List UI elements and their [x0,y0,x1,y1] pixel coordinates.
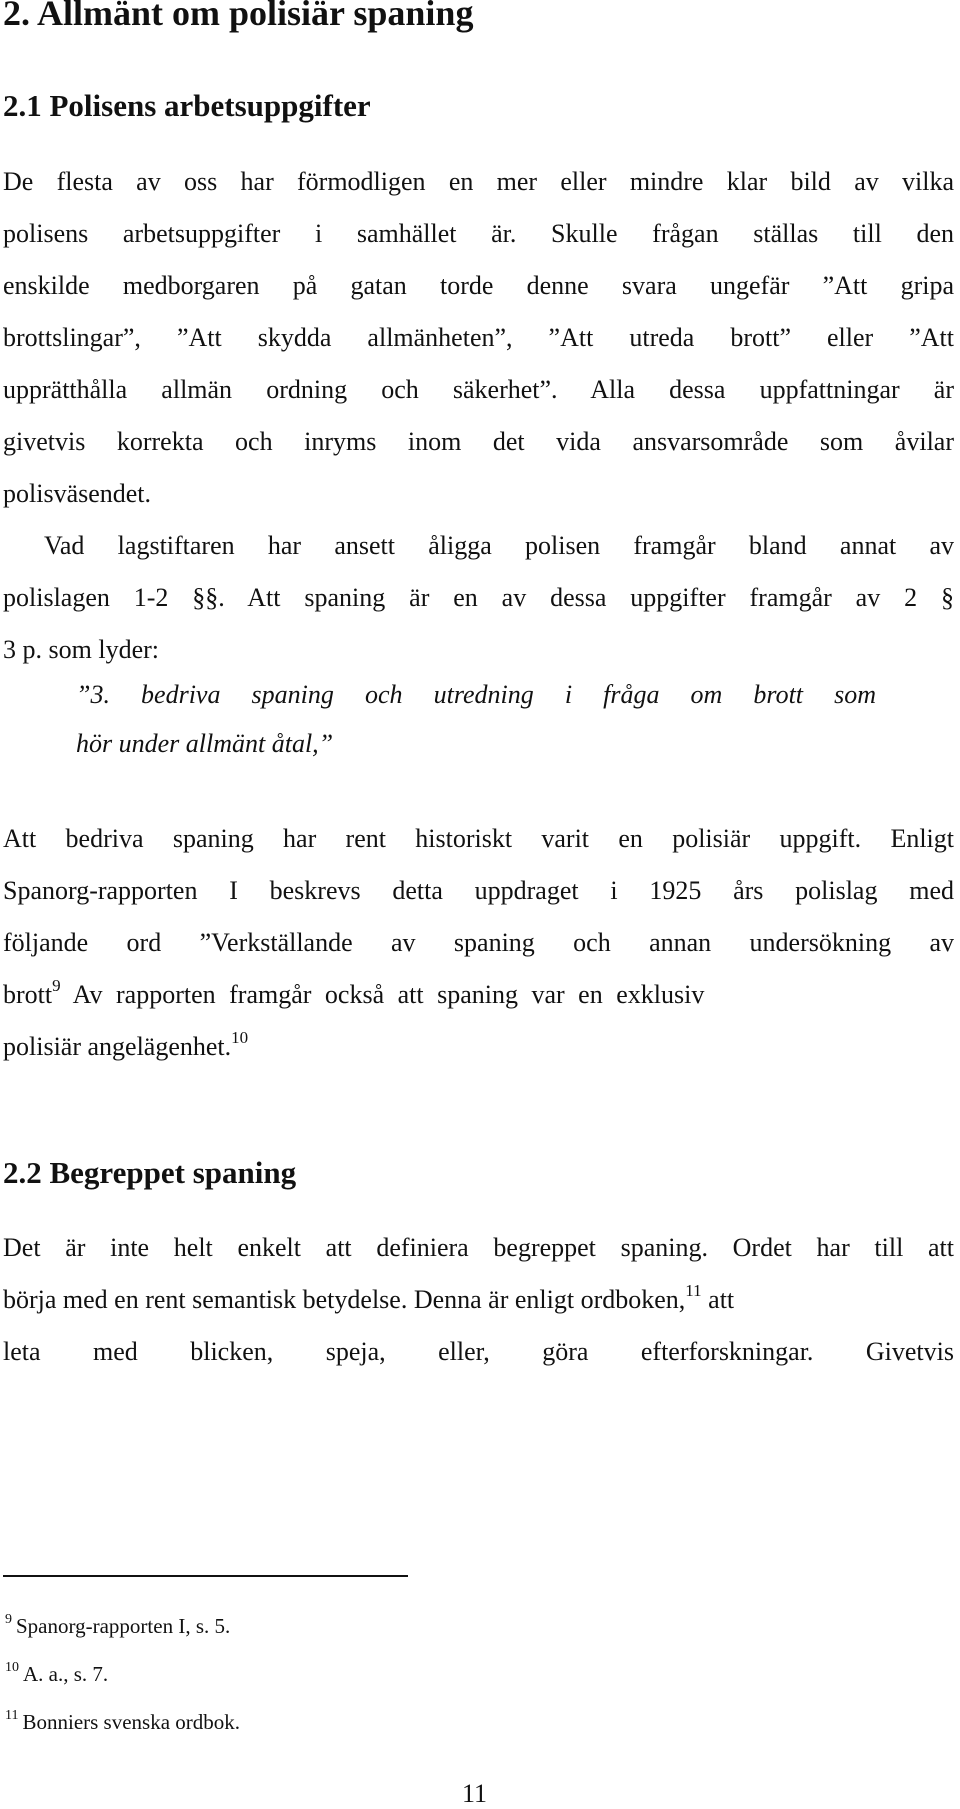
footnote-text: Spanorg-rapporten I, s. 5. [16,1614,231,1638]
paragraph-line-fn11 [3,1281,735,1316]
chapter-title: 2. Allmänt om polisiär spaning [3,0,474,33]
quote-line: hör under allmänt åtal,” [76,729,334,758]
paragraph-line: följande ord ”Verkställande av spaning och annan undersökning av [3,928,954,957]
page-number: 11 [462,1779,488,1808]
paragraph-line: De flesta av oss har förmodligen en mer eller mindre klar bild av vilka [3,167,954,196]
paragraph-line: enskilde medborgaren på gatan torde denne svara ungefär ”Att gripa [3,271,954,300]
footnote-11 [5,1710,240,1735]
paragraph-line: brottslingar”, ”Att skydda allmänheten”, ”Att utreda brott” eller ”Att [3,323,954,352]
paragraph-line: Att bedriva spaning har rent historiskt varit en polisiär uppgift. Enligt [3,824,954,853]
paragraph-line: polisväsendet. [3,479,152,508]
footnote-9 [5,1614,230,1639]
footnote-divider [3,1575,408,1577]
quote-line: ”3. bedriva spaning och utredning i fråga om brott som [76,680,876,709]
section-heading-2-2: 2.2 Begreppet spaning [3,1155,297,1190]
footnote-number: 10 [5,1660,19,1675]
line-text: Av rapporten framgår också att spaning var en exklusiv [60,980,705,1009]
footnote-ref-11: 11 [685,1281,702,1300]
paragraph-line-fn9 [3,976,705,1011]
footnote-number: 9 [5,1612,12,1627]
footnote-text: Bonniers svenska ordbok. [22,1710,241,1734]
paragraph-line: Vad lagstiftaren har ansett åligga polisen framgår bland annat av [44,531,954,560]
paragraph-line: 3 p. som lyder: [3,635,159,664]
footnote-ref-10: 10 [231,1028,249,1047]
paragraph-line-fn10 [3,1028,249,1063]
line-text: att [701,1285,735,1314]
footnote-text: A. a., s. 7. [23,1662,109,1686]
paragraph-line: Det är inte helt enkelt att definiera begreppet spaning. Ordet har till att [3,1233,954,1262]
footnote-ref-9: 9 [52,976,61,995]
section-heading-2-1: 2.1 Polisens arbetsuppgifter [3,88,371,123]
paragraph-line: upprätthålla allmän ordning och säkerhet”. Alla dessa uppfattningar är [3,375,954,404]
line-text: polisiär angelägenhet. [3,1032,232,1061]
paragraph-line: polislagen 1-2 §§. Att spaning är en av dessa uppgifter framgår av 2 § [3,583,954,612]
line-text: börja med en rent semantisk betydelse. Denna är enligt ordboken, [3,1285,686,1314]
footnote-10 [5,1662,108,1687]
paragraph-line: givetvis korrekta och inryms inom det vida ansvarsområde som åvilar [3,427,954,456]
line-text: brott [3,980,53,1009]
footnote-number: 11 [5,1708,19,1723]
paragraph-line: Spanorg-rapporten I beskrevs detta uppdraget i 1925 års polislag med [3,876,954,905]
paragraph-line: leta med blicken, speja, eller, göra efterforskningar. Givetvis [3,1337,954,1366]
paragraph-line: polisens arbetsuppgifter i samhället är. Skulle frågan ställas till den [3,219,954,248]
